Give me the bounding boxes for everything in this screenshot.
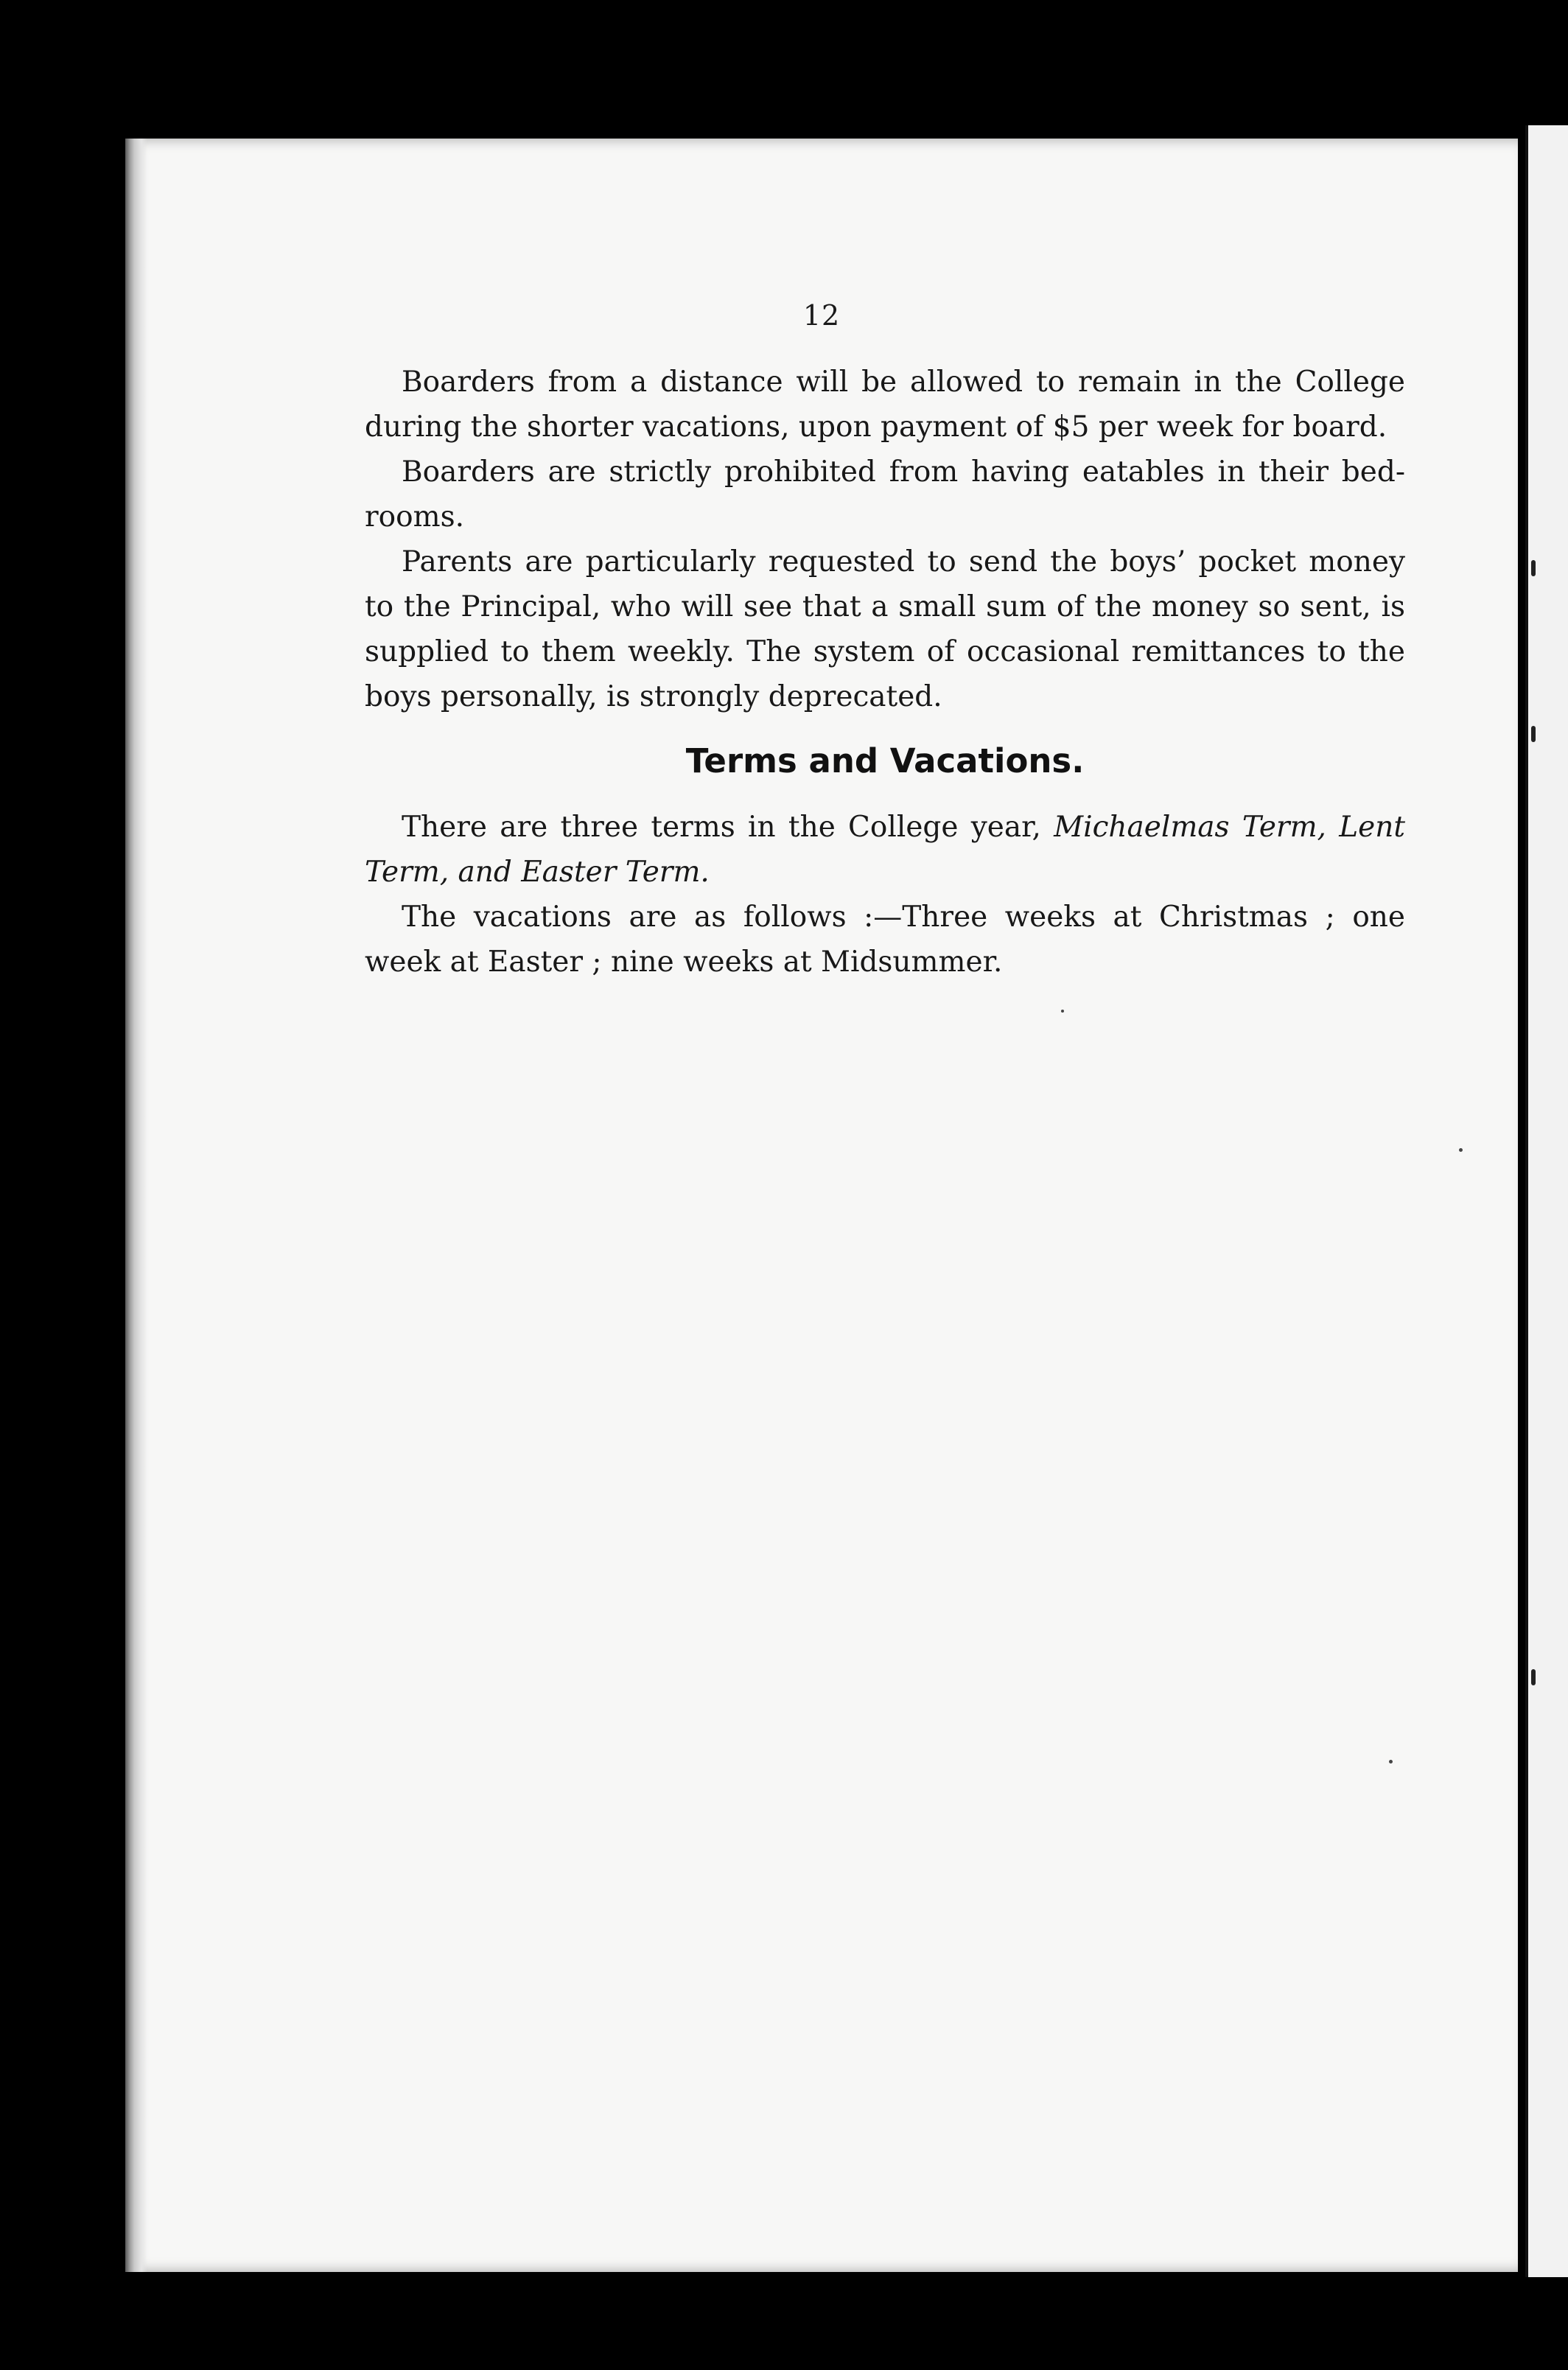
scan-speck xyxy=(1061,1010,1064,1013)
scan-speck xyxy=(1459,1148,1463,1152)
adjacent-page-edge xyxy=(1525,125,1568,2277)
terms-list: Michaelmas Term, Lent Term, and Easter Term. xyxy=(365,811,1405,889)
paragraph-terms xyxy=(365,805,1405,895)
page-number: 12 xyxy=(802,299,841,332)
section-heading: Terms and Vacations. xyxy=(685,741,1085,780)
book-page xyxy=(125,139,1518,2272)
terms-intro: There are three terms in the College year, xyxy=(402,811,1054,844)
binding-mark xyxy=(1531,726,1536,742)
paragraph-pocket-money: Parents are particularly requested to send the boys’ pocket money to the Principal, who will see that a small sum of the money so sent, is supplied to them weekly. The system of occasional remittances to the boys personally, is strongly deprecated. xyxy=(365,545,1405,713)
paragraph-vacations: The vacations are as follows :—Three weeks at Christmas ; one week at Easter ; nine weeks at Midsummer. xyxy=(365,901,1405,979)
scan-speck xyxy=(1389,1760,1393,1763)
binding-mark xyxy=(1531,560,1536,576)
page-gutter-shadow xyxy=(125,139,147,2272)
page-body xyxy=(365,360,1405,985)
paragraph-boarders-vacations: Boarders from a distance will be allowed to remain in the College during the shorter vacations, upon payment of $5 per week for board. xyxy=(365,366,1405,444)
paragraph-eatables: Boarders are strictly prohibited from having eatables in their bed-rooms. xyxy=(365,455,1405,534)
binding-mark xyxy=(1531,1669,1536,1685)
